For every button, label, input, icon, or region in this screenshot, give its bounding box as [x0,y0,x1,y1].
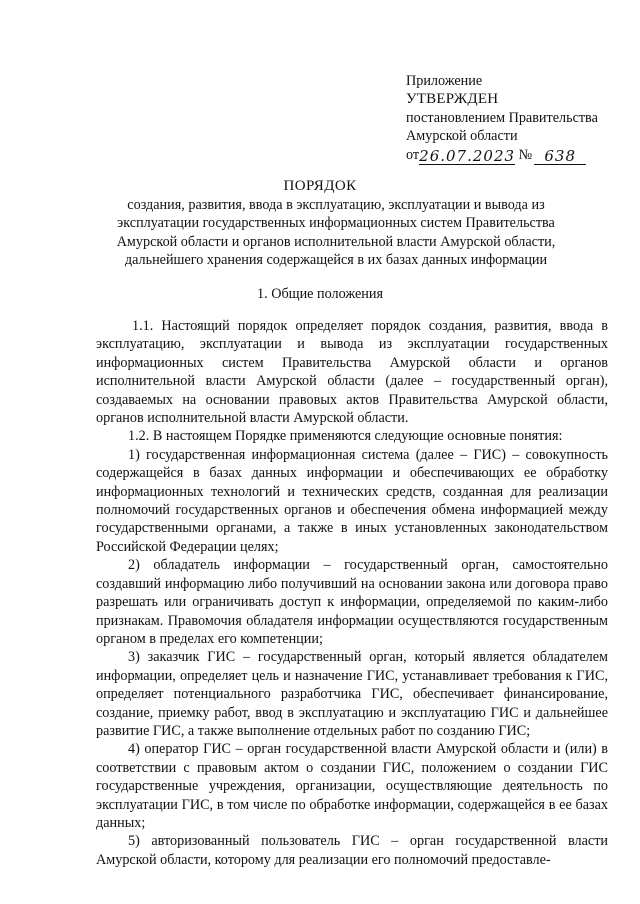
region-label: Амурской области [406,128,518,145]
date-prefix: от [406,146,420,163]
date-number-line [406,146,632,164]
approval-stamp-block [406,72,632,164]
handwritten-date: 26.07.2023 [419,146,516,165]
document-title: ПОРЯДОК [283,178,357,194]
paragraph: 3) заказчик ГИС – государственный орган, который является обладателем информации, определяет цель и назначение ГИС, устанавливает требования к ГИС, определяет потенциального разработчика ГИС, обеспечивает финансирование, создание, приемку работ, ввод в эксплуатацию и эксплуатацию ГИС и дальнейшее развитие ГИС, а также выполнение отдельных работ по созданию ГИС; [96,649,608,739]
handwritten-number: 638 [534,149,586,165]
document-subtitle: создания, развития, ввода в эксплуатацию, эксплуатации и вывода из эксплуатации государственных информационных систем Правительства Амурской области и органов исполнительной власти Амурской области, дальнейшего хранения содержащейся в их базах данных информации [116,197,556,269]
paragraph: 4) оператор ГИС – орган государственной власти Амурской области и (или) в соответствии с правовым актом о создании ГИС, положением о создании ГИС государственные учреждения, организации, осуществляющие деятельность по эксплуатации ГИС, в том числе по обработке информации, содержащейся в ее базах данных; [96,741,608,831]
paragraph: 1.1. Настоящий порядок определяет порядок создания, развития, ввода в эксплуатацию, эксплуатации и вывода из эксплуатации государственных информационных систем Правительства Амурской области и органов исполнительной власти Амурской области (далее – государственный орган), создаваемых на основании правовых актов Правительства Амурской области, органов исполнительной власти Амурской области. [96,318,608,427]
paragraph: 2) обладатель информации – государственный орган, самостоятельно создавший информацию либо получивший на основании закона или договора право разрешать или ограничивать доступ к информации, определяемой по каким-либо признакам. Правомочия обладателя информации осуществляются государственным органом в пределах его компетенции; [96,557,608,647]
approved-by-label: постановлением Правительства [406,109,598,126]
number-sign: № [518,146,533,163]
section-heading: 1. Общие положения [257,286,383,302]
document-body [96,317,608,869]
paragraph: 1.2. В настоящем Порядке применяются следующие основные понятия: [128,428,563,445]
paragraph: 1) государственная информационная система (далее – ГИС) – совокупность содержащейся в базах данных информации и обеспечивающих ее обработку информационных технологий и технических средств, созданная для реализации полномочий государственных органов и обеспечения обмена информацией между государственными органами, а также в иных установленных законодательством Российской Федерации целях; [96,446,608,555]
approved-label: УТВЕРЖДЕН [406,91,499,108]
paragraph: 5) авторизованный пользователь ГИС – орган государственной власти Амурской области, которому для реализации его полномочий предоставле- [96,833,608,868]
appendix-label: Приложение [406,73,483,89]
